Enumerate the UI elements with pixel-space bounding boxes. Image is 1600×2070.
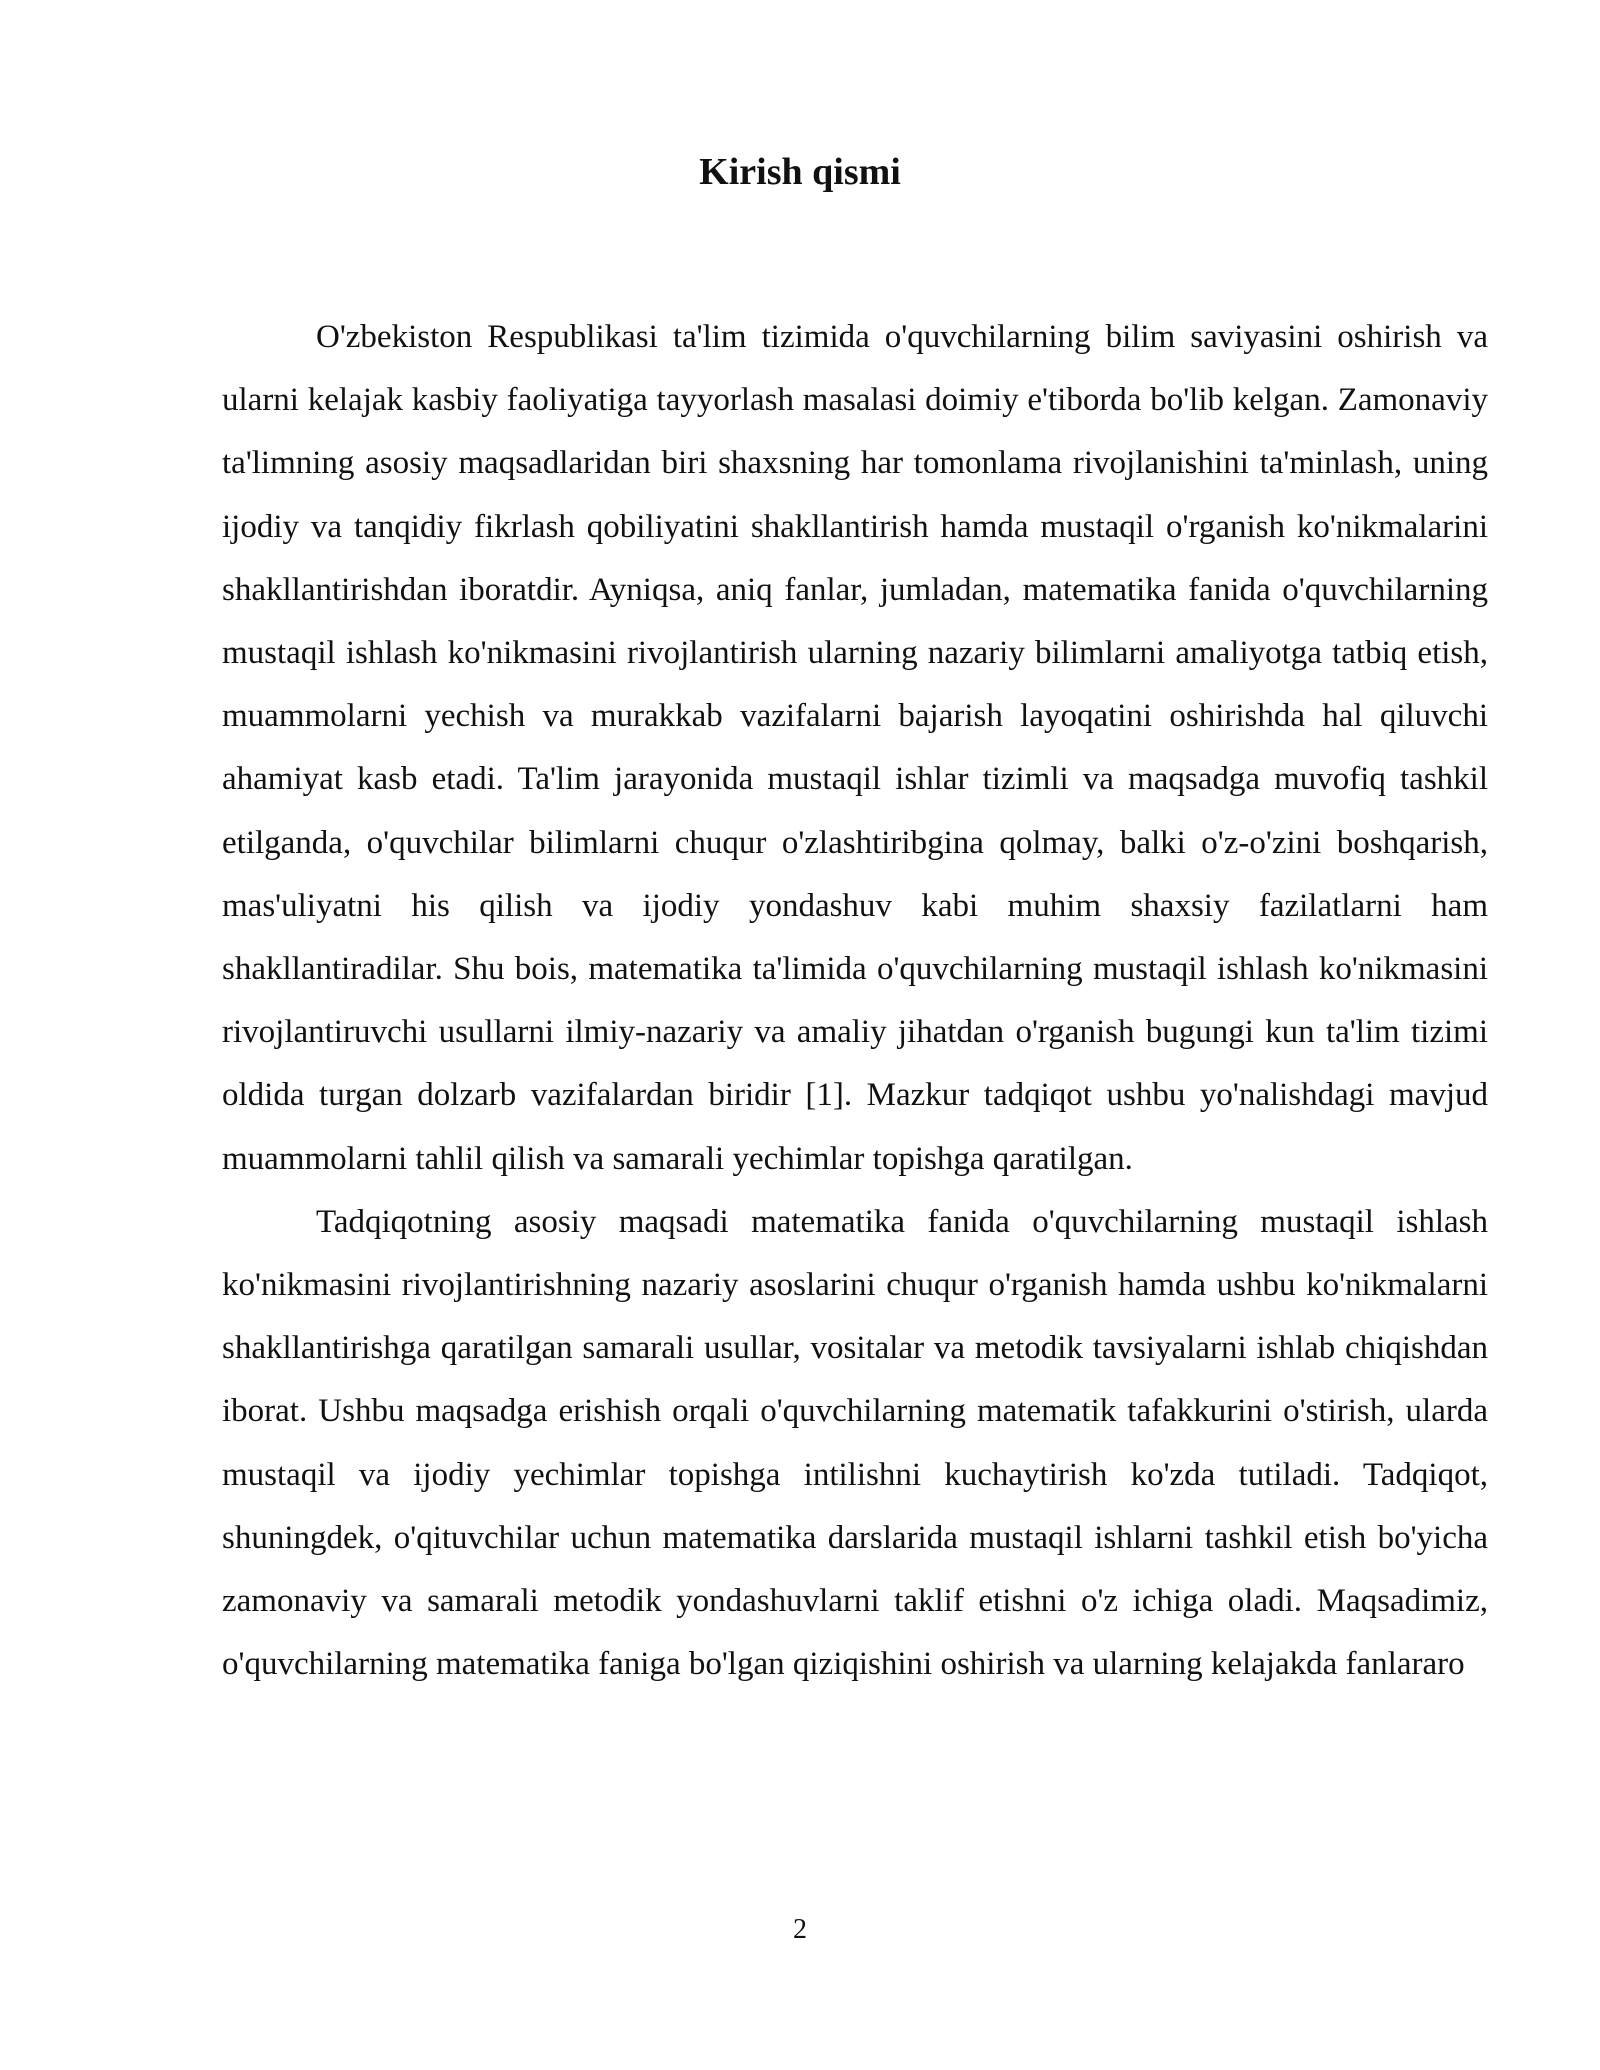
paragraph-research-goal: Tadqiqotning asosiy maqsadi matematika fanida o'quvchilarning mustaqil ishlash ko'nikmasini rivojlantirishning nazariy asoslarini chuqur o'rganish hamda ushbu ko'nikmalarni shakllantirishga qaratilgan samarali usullar, vositalar va metodik tavsiyalarni ishlab chiqishdan iborat. Ushbu maqsadga erishish orqali o'quvchilarning matematik tafakkurini o'stirish, ularda mustaqil va ijodiy yechimlar topishga intilishni kuchaytirish ko'zda tutiladi. Tadqiqot, shuningdek, o'qituvchilar uchun matematika darslarida mustaqil ishlarni tashkil etish bo'yicha zamonaviy va samarali metodik yondashuvlarni taklif etishni o'z ichiga oladi. Maqsadimiz, o'quvchilarning matematika faniga bo'lgan qiziqishini oshirish va ularning kelajakda fanlararo [222,1203,1488,1683]
paragraph-intro: O'zbekiston Respublikasi ta'lim tizimida o'quvchilarning bilim saviyasini oshirish va ularni kelajak kasbiy faoliyatiga tayyorlash masalasi doimiy e'tiborda bo'lib kelgan. Zamonaviy ta'limning asosiy maqsadlaridan biri shaxsning har tomonlama rivojlanishini ta'minlash, uning ijodiy va tanqidiy fikrlash qobiliyatini shakllantirish hamda mustaqil o'rganish ko'nikmalarini shakllantirishdan iboratdir. Ayniqsa, aniq fanlar, jumladan, matematika fanida o'quvchilarning mustaqil ishlash ko'nikmasini rivojlantirish ularning nazariy bilimlarni amaliyotga tatbiq etish, muammolarni yechish va murakkab vazifalarni bajarish layoqatini oshirishda hal qiluvchi ahamiyat kasb etadi. Ta'lim jarayonida mustaqil ishlar tizimli va maqsadga muvofiq tashkil etilganda, o'quvchilar bilimlarni chuqur o'zlashtiribgina qolmay, balki o'z-o'zini boshqarish, mas'uliyatni his qilish va ijodiy yondashuv kabi muhim shaxsiy fazilatlarni ham shakllantiradilar. Shu bois, matematika ta'limida o'quvchilarning mustaqil ishlash ko'nikmasini rivojlantiruvchi usullarni ilmiy-nazariy va amaliy jihatdan o'rganish bugungi kun ta'lim tizimi oldida turgan dolzarb vazifalardan biridir [1]. Mazkur tadqiqot ushbu yo'nalishdagi mavjud muammolarni tahlil qilish va samarali yechimlar topishga qaratilgan. [222,319,1488,1177]
page-number: 2 [793,1914,807,1945]
body-text [222,306,1488,1696]
page-title: Kirish qismi [699,151,901,193]
